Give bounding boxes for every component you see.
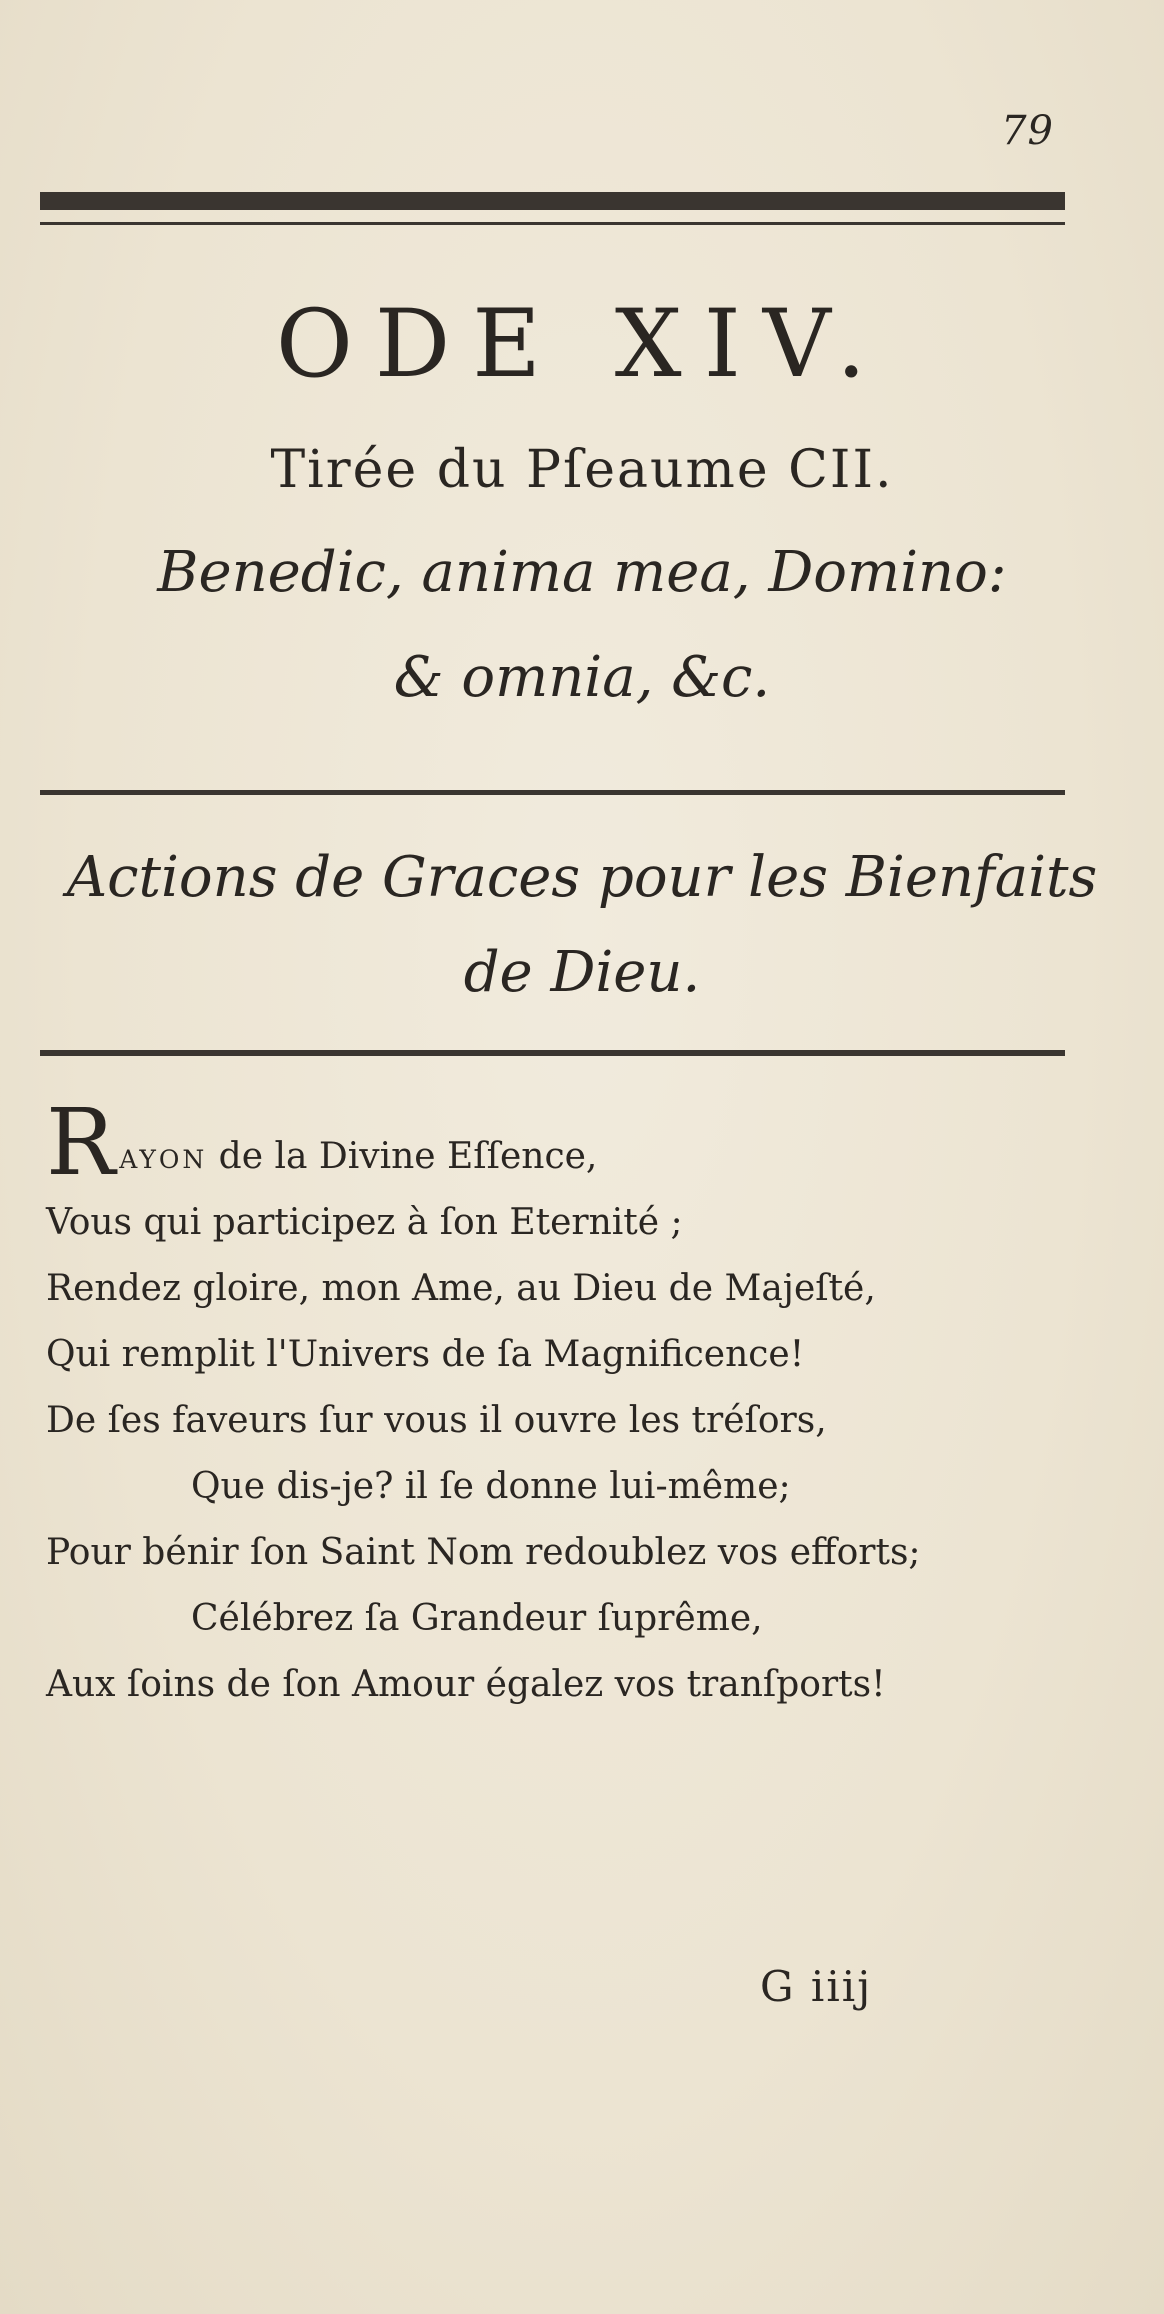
section-heading-line-2: de Dieu.: [463, 940, 701, 1005]
top-ornament-rule: [40, 192, 1065, 210]
latin-incipit-line-2: & omnia, &c.: [393, 645, 771, 710]
verse-line-2: Vous qui participez à ſon Eternité ;: [46, 1202, 683, 1243]
ode-subtitle: Tirée du Pſeaume CII.: [270, 440, 894, 500]
section-heading-line-1: Actions de Graces pour les Bienfaits: [66, 845, 1098, 910]
signature-mark: G iiij: [760, 1962, 873, 2011]
page-number: 79: [1001, 108, 1054, 154]
verse-line-7: Pour bénir ſon Saint Nom redoublez vos efforts;: [46, 1532, 921, 1573]
verse-line-6: Que dis-je? il ſe donne lui-même;: [191, 1466, 791, 1507]
latin-incipit-line-1: Benedic, anima mea, Domino:: [157, 540, 1007, 605]
ode-title: ODE XIV.: [275, 290, 889, 399]
verse-line-3: Rendez gloire, mon Ame, au Dieu de Majeſté,: [46, 1268, 876, 1309]
middle-rule: [40, 790, 1065, 795]
top-thin-rule: [40, 222, 1065, 225]
verse-line-8: Célébrez ſa Grandeur ſuprême,: [191, 1598, 763, 1639]
drop-cap: R: [46, 1089, 116, 1196]
verse-block: [46, 1089, 1126, 1718]
verse-line-5: De ſes faveurs ſur vous il ouvre les tréſors,: [46, 1400, 827, 1441]
verse-line-4: Qui remplit l'Univers de ſa Magnificence!: [46, 1334, 805, 1375]
verse-line-1: [46, 1089, 1126, 1196]
first-line-rest: de la Divine Eſſence,: [207, 1136, 598, 1177]
first-word-caps: ayon: [119, 1136, 208, 1177]
verse-line-9: Aux ſoins de ſon Amour égalez vos tranſports!: [46, 1664, 886, 1705]
lower-rule: [40, 1050, 1065, 1056]
